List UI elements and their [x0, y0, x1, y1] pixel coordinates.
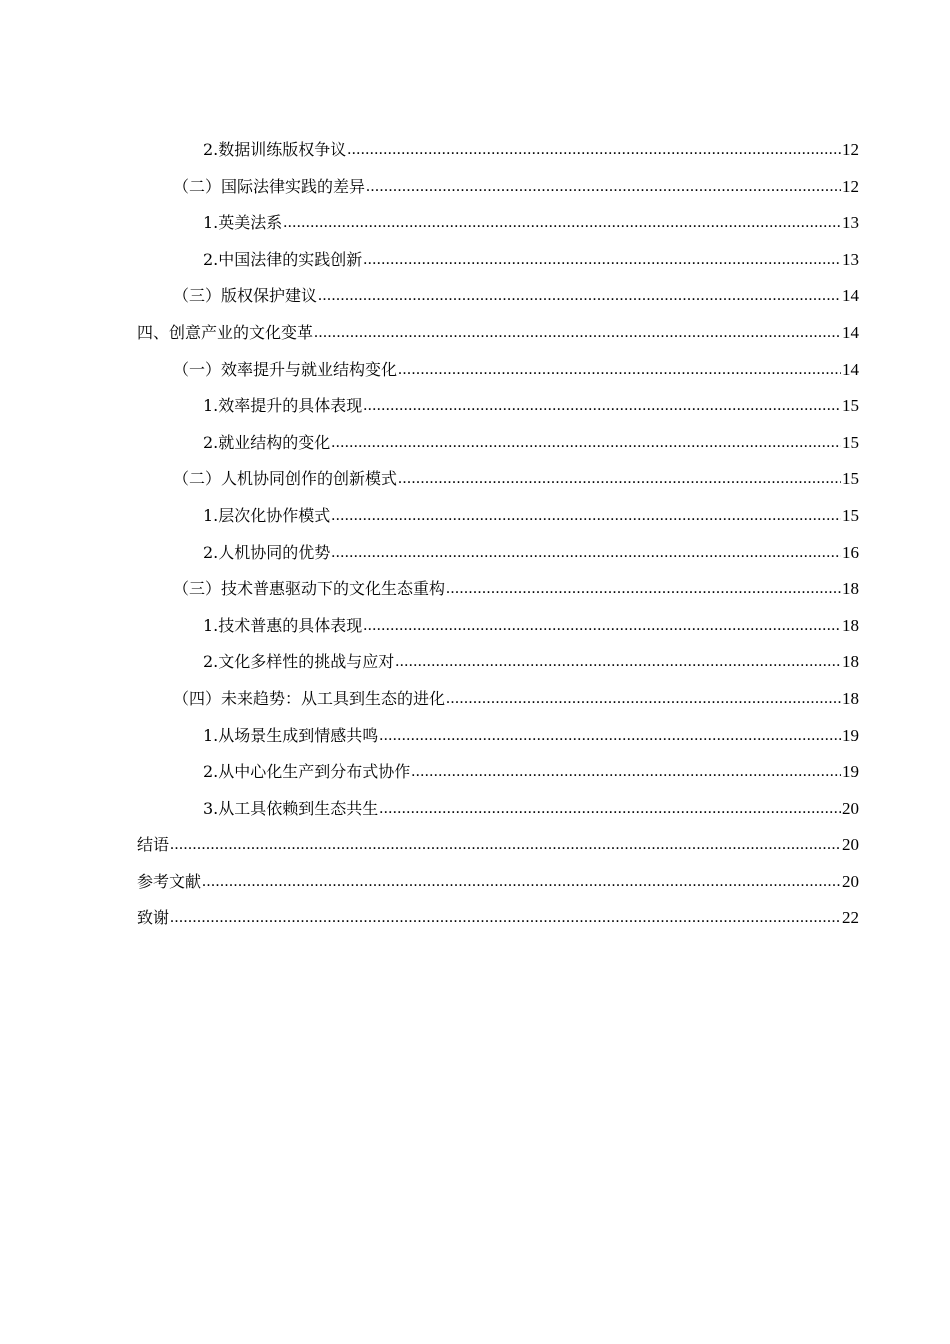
toc-entry-title: 1.效率提升的具体表现 [203, 396, 363, 416]
toc-dot-leader [347, 135, 841, 164]
toc-entry-title: （二）国际法律实践的差异 [173, 176, 366, 196]
toc-entry[interactable] [137, 246, 859, 283]
toc-entry-title: 1.层次化协作模式 [203, 505, 331, 525]
toc-dot-leader [363, 391, 841, 420]
toc-dot-leader [314, 318, 841, 347]
toc-entry-title: （三）版权保护建议 [173, 286, 318, 306]
toc-entry[interactable] [137, 465, 859, 502]
toc-dot-leader [398, 355, 841, 384]
toc-entry-page: 14 [842, 322, 859, 342]
toc-entry-title: 3.从工具依赖到生态共生 [203, 798, 379, 818]
toc-entry[interactable] [137, 612, 859, 649]
toc-dot-leader [331, 538, 841, 567]
toc-dot-leader [283, 208, 841, 237]
toc-entry[interactable] [137, 575, 859, 612]
toc-entry-title: 四、创意产业的文化变革 [137, 322, 314, 342]
toc-entry-title: 2.就业结构的变化 [203, 432, 331, 452]
toc-entry-page: 20 [842, 798, 859, 818]
toc-dot-leader [318, 281, 841, 310]
toc-dot-leader [170, 903, 841, 932]
toc-entry-page: 20 [842, 835, 859, 855]
toc-entry-title: 1.技术普惠的具体表现 [203, 615, 363, 635]
toc-entry[interactable] [137, 648, 859, 685]
toc-entry[interactable] [137, 685, 859, 722]
toc-entry-page: 16 [842, 542, 859, 562]
toc-entry-title: 致谢 [137, 908, 170, 928]
toc-entry-title: （三）技术普惠驱动下的文化生态重构 [173, 579, 446, 599]
toc-dot-leader [395, 647, 841, 676]
toc-entry[interactable] [137, 282, 859, 319]
toc-entry-page: 15 [842, 396, 859, 416]
toc-entry-title: 1.从场景生成到情感共鸣 [203, 725, 379, 745]
toc-entry-page: 13 [842, 213, 859, 233]
toc-dot-leader [446, 574, 841, 603]
toc-entry-page: 14 [842, 359, 859, 379]
toc-dot-leader [170, 830, 841, 859]
toc-dot-leader [366, 172, 841, 201]
toc-entry-page: 12 [842, 140, 859, 159]
toc-entry-title: 1.英美法系 [203, 213, 283, 233]
toc-dot-leader [331, 428, 841, 457]
toc-entry[interactable] [137, 868, 859, 905]
toc-entry[interactable] [137, 392, 859, 429]
table-of-contents [137, 136, 859, 941]
toc-entry-page: 15 [842, 505, 859, 525]
toc-entry-page: 18 [842, 615, 859, 635]
toc-dot-leader [202, 867, 841, 896]
toc-entry-title: （一）效率提升与就业结构变化 [173, 359, 398, 379]
toc-entry-title: 结语 [137, 835, 170, 855]
toc-entry[interactable] [137, 136, 859, 173]
toc-entry[interactable] [137, 502, 859, 539]
toc-dot-leader [363, 245, 841, 274]
toc-entry-page: 13 [842, 249, 859, 269]
toc-entry-page: 18 [842, 652, 859, 672]
toc-entry-title: 2.文化多样性的挑战与应对 [203, 652, 395, 672]
toc-entry-page: 14 [842, 286, 859, 306]
toc-entry-title: 参考文献 [137, 871, 202, 891]
toc-entry[interactable] [137, 722, 859, 759]
toc-dot-leader [411, 757, 841, 786]
toc-entry-title: 2.人机协同的优势 [203, 542, 331, 562]
toc-entry[interactable] [137, 356, 859, 393]
toc-entry-page: 18 [842, 688, 859, 708]
toc-entry-page: 19 [842, 762, 859, 782]
toc-entry-page: 12 [842, 176, 859, 196]
toc-entry[interactable] [137, 319, 859, 356]
toc-entry-page: 18 [842, 579, 859, 599]
toc-dot-leader [379, 794, 841, 823]
toc-dot-leader [446, 684, 841, 713]
toc-entry[interactable] [137, 795, 859, 832]
toc-entry[interactable] [137, 429, 859, 466]
toc-entry[interactable] [137, 831, 859, 868]
toc-entry[interactable] [137, 173, 859, 210]
toc-dot-leader [398, 464, 841, 493]
toc-entry-page: 15 [842, 432, 859, 452]
toc-dot-leader [363, 611, 841, 640]
toc-entry-page: 22 [842, 908, 859, 928]
toc-entry[interactable] [137, 758, 859, 795]
toc-entry-title: （四）未来趋势：从工具到生态的进化 [173, 688, 446, 708]
toc-entry[interactable] [137, 539, 859, 576]
toc-entry-page: 15 [842, 469, 859, 489]
toc-entry-title: 2.从中心化生产到分布式协作 [203, 762, 411, 782]
toc-dot-leader [379, 721, 841, 750]
toc-entry-page: 19 [842, 725, 859, 745]
toc-entry-title: 2.中国法律的实践创新 [203, 249, 363, 269]
toc-entry-title: 2.数据训练版权争议 [203, 140, 347, 159]
toc-entry[interactable] [137, 209, 859, 246]
toc-entry-page: 20 [842, 871, 859, 891]
toc-entry[interactable] [137, 904, 859, 941]
toc-dot-leader [331, 501, 841, 530]
toc-entry-title: （二）人机协同创作的创新模式 [173, 469, 398, 489]
